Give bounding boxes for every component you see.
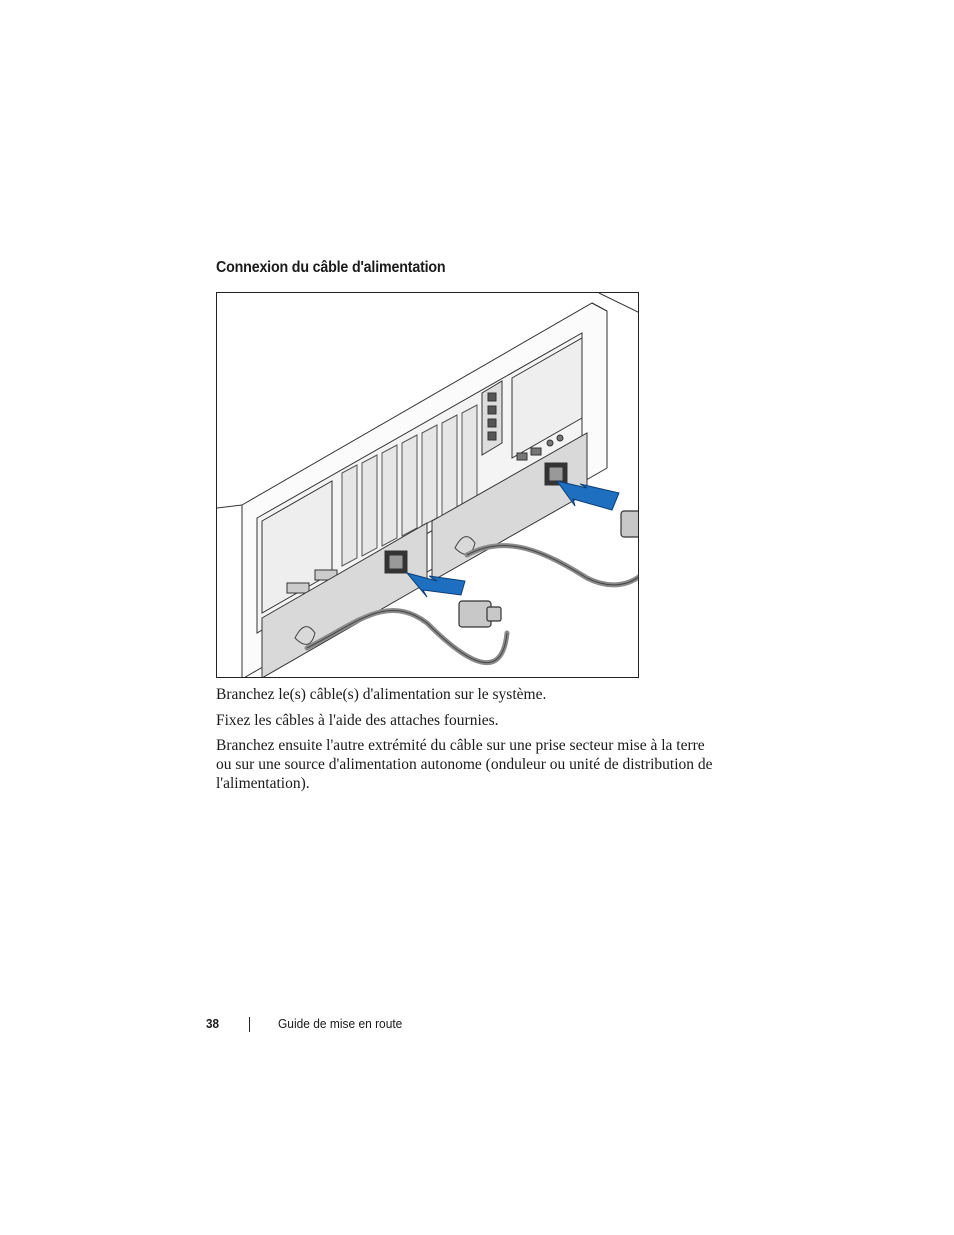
power-plug-2 xyxy=(621,511,639,537)
instruction-1: Branchez le(s) câble(s) d'alimentation sur le système. xyxy=(216,686,547,703)
footer-divider xyxy=(249,1017,250,1032)
section-heading: Connexion du câble d'alimentation xyxy=(216,259,446,276)
server-rear-diagram xyxy=(217,293,639,678)
network-card xyxy=(482,381,502,455)
power-plug-1 xyxy=(459,601,501,627)
page-number: 38 xyxy=(206,1016,220,1031)
instruction-2: Fixez les câbles à l'aide des attaches fournies. xyxy=(216,712,499,729)
footer-doc-title: Guide de mise en route xyxy=(278,1016,403,1031)
instruction-3: Branchez ensuite l'autre extrémité du câble sur une prise secteur mise à la terre ou sur une source d'alimentation autonome (onduleur ou unité de distribution de l'alimentation). xyxy=(216,737,713,792)
power-cable-illustration xyxy=(216,292,639,678)
